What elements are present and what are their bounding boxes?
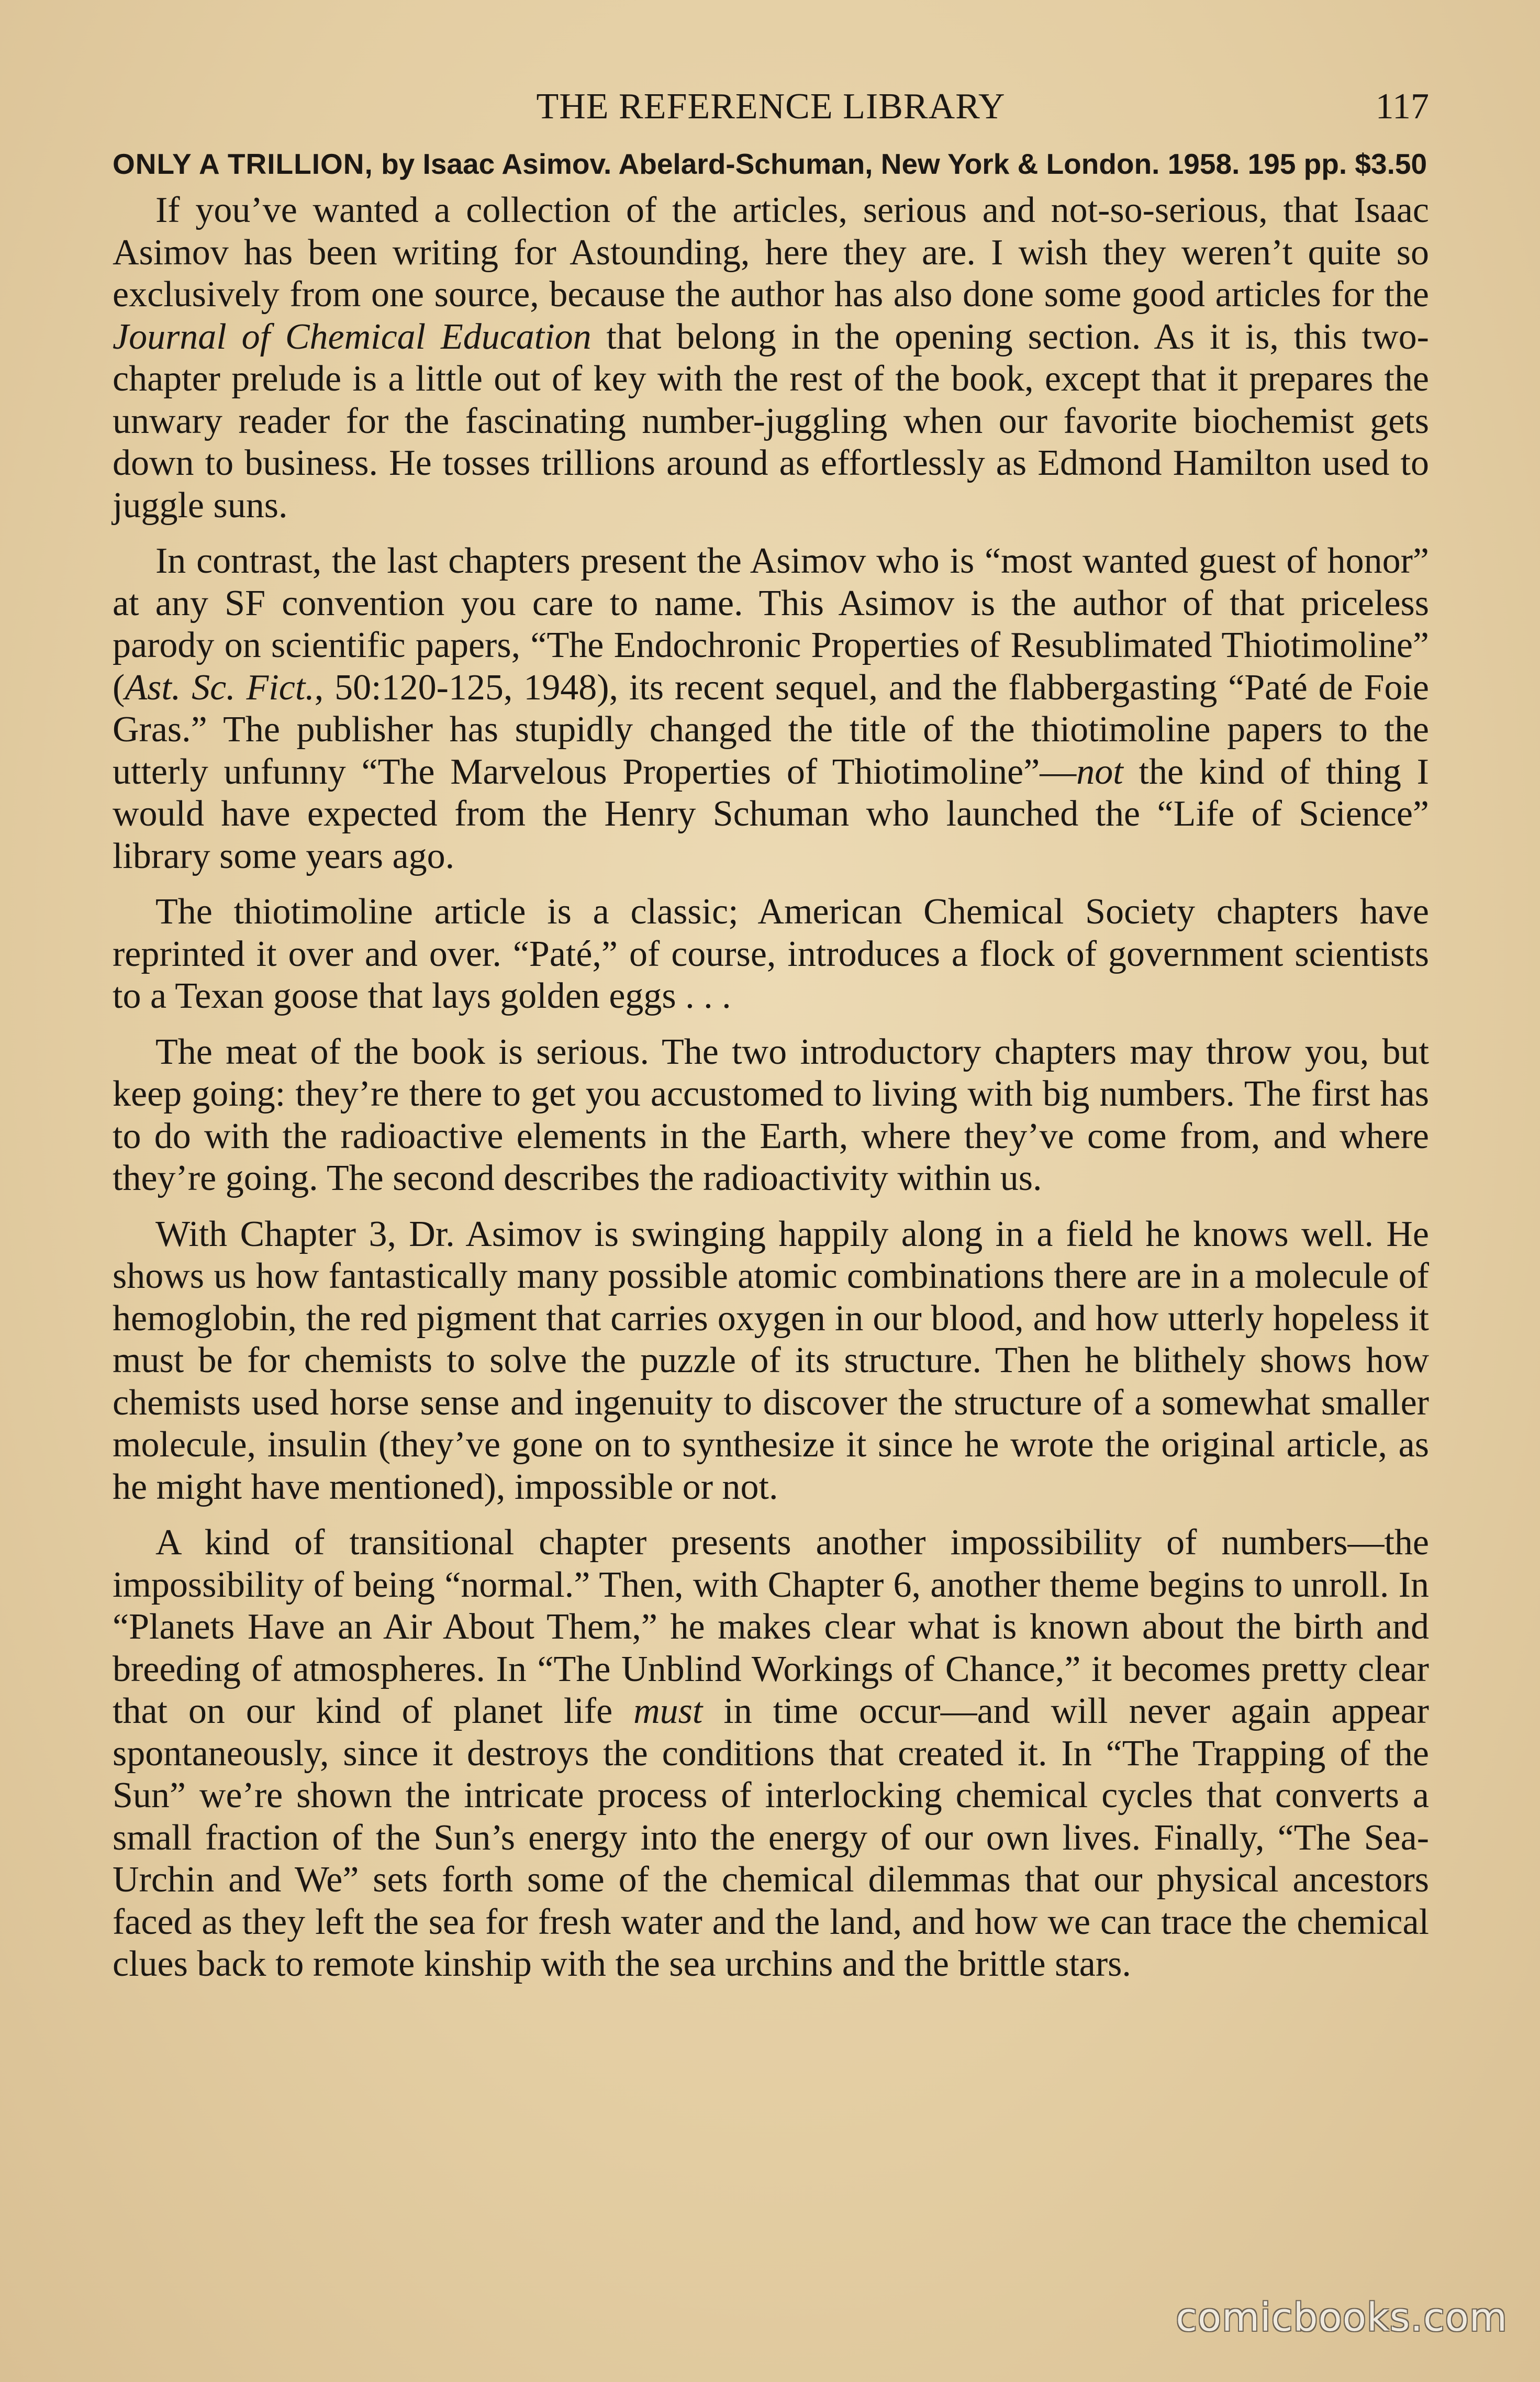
paragraph-2-text-b: , 50:120-125, 1948), its recent sequel, and the flabbergasting “Paté de Foie Gras.” The publisher has stupidly changed the title of the thiotimoline papers to the utterly unfunny “The Marvelous Properties of Thiotimoline”— <box>113 667 1429 792</box>
paragraph-2 <box>113 540 1429 877</box>
paragraph-1-text-b: that belong in the opening section. As it is, this two-chapter prelude is a little out of key with the rest of the book, except that it prepares the unwary reader for the fascinating number-juggling when our favorite biochemist gets down to business. He tosses trillions around as effortlessly as Edmond Hamilton used to juggle suns. <box>113 316 1429 526</box>
watermark: comicbooks.com <box>1176 2295 1508 2340</box>
page-number: 117 <box>1375 86 1429 127</box>
paragraph-6-text-b: in time occur—and will never again appear spontaneously, since it destroys the conditions that created it. In “The Trapping of the Sun” we’re shown the intricate process of interlocking chemical cycles that converts a small fraction of the Sun’s energy into the energy of our own lives. Finally, “The Sea-Urchin and We” sets forth some of the chemical dilemmas that our physical ancestors faced as they left the sea for fresh water and the land, and how we can trace the chemical clues back to remote kinship with the sea urchins and the brittle stars. <box>113 1691 1429 1984</box>
running-head <box>113 79 1429 141</box>
paragraph-4: The meat of the book is serious. The two introductory chapters may throw you, but keep going: they’re there to get you accustomed to living with big numbers. The first has to do with the radioactive elements in the Earth, where they’ve come from, and where they’re going. The second describes the radioactivity within us. <box>113 1031 1429 1198</box>
paragraph-1 <box>113 190 1429 527</box>
review-body <box>113 190 1429 1986</box>
emphasis-not: not <box>1076 751 1123 792</box>
running-title: THE REFERENCE LIBRARY <box>536 86 1006 127</box>
paragraph-6 <box>113 1522 1429 1986</box>
emphasis-must: must <box>633 1691 703 1731</box>
page <box>113 79 1429 1999</box>
paragraph-1-text-a: If you’ve wanted a collection of the articles, serious and not-so-serious, that Isaac Asimov has been writing for Astounding, here they are. I wish they weren’t quite so exclusively from one source, because the author has also done some good articles for the <box>113 190 1429 315</box>
paragraph-2-text-a: In contrast, the last chapters present the Asimov who is “most wanted guest of honor” at any SF convention you care to name. This Asimov is the author of that priceless parody on scientific papers, “The Endochronic Properties of Resublimated Thiotimoline” ( <box>113 541 1429 708</box>
journal-title: Journal of Chemical Education <box>113 316 592 357</box>
paragraph-6-text-a: A kind of transitional chapter presents another impossibility of numbers—the impossibility of being “normal.” Then, with Chapter 6, another theme begins to unroll. In “Planets Have an Air About Them,” he makes clear what is known about the birth and breeding of atmospheres. In “The Unblind Workings of Chance,” it becomes pretty clear that on our kind of planet life <box>113 1522 1429 1731</box>
book-citation <box>113 147 1429 181</box>
paragraph-5: With Chapter 3, Dr. Asimov is swinging happily along in a field he knows well. He shows us how fantastically many possible atomic combinations there are in a molecule of hemoglobin, the red pigment that carries oxygen in our blood, and how utterly hopeless it must be for chemists to solve the puzzle of its structure. Then he blithely shows how chemists used horse sense and ingenuity to discover the structure of a somewhat smaller molecule, insulin (they’ve gone on to synthesize it since he wrote the original article, as he might have mentioned), impossible or not. <box>113 1214 1429 1507</box>
citation-abbrev: Ast. Sc. Fict. <box>125 667 315 708</box>
paragraph-2-text-c: the kind of thing I would have expected from the Henry Schuman who launched the “Life of Science” library some years ago. <box>113 751 1429 876</box>
paragraph-3: The thiotimoline article is a classic; American Chemical Society chapters have reprinted it over and over. “Paté,” of course, introduces a flock of government scientists to a Texan goose that lays golden eggs . . . <box>113 892 1429 1016</box>
book-title: ONLY A TRILLION, <box>113 148 373 180</box>
book-byline: by Isaac Asimov. Abelard-Schuman, New York & London. 1958. 195 pp. $3.50 <box>381 148 1427 180</box>
